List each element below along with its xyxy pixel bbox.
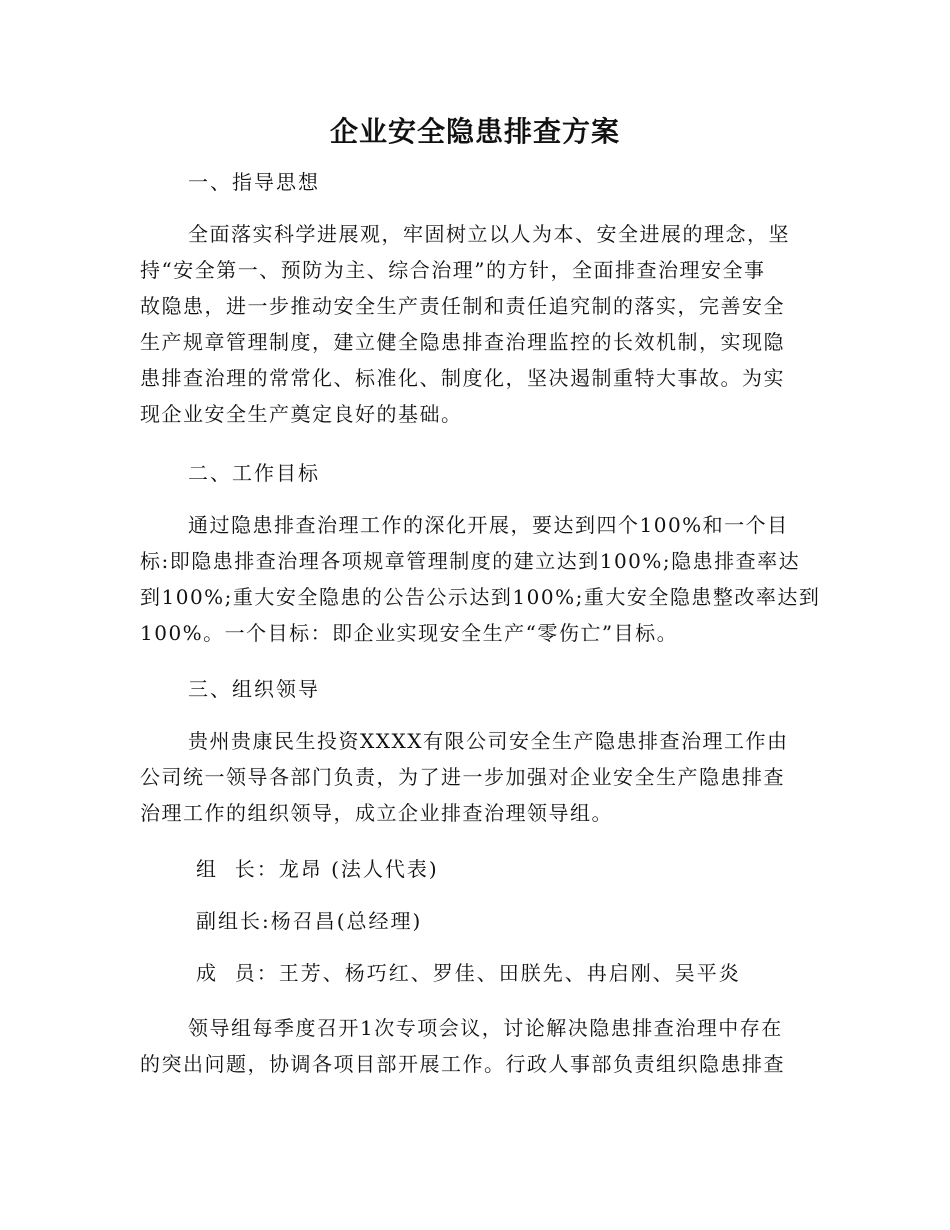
paragraph-line: 公司统一领导各部门负责，为了进一步加强对企业安全生产隐患排查 [140, 765, 785, 789]
paragraph-line: 现企业安全生产奠定良好的基础。 [140, 402, 463, 426]
section-paragraph-work-goals [140, 507, 821, 651]
paragraph-line: 故隐患，进一步推动安全生产责任制和责任追究制的落实，完善安全 [140, 294, 785, 318]
paragraph-line: 领导组每季度召开1次专项会议，讨论解决隐患排查治理中存在 [188, 1016, 783, 1040]
paragraph-line: 持“安全第一、预防为主、综合治理”的方针，全面排查治理安全事 [140, 258, 766, 282]
section-heading-work-goals: 二、工作目标 [188, 461, 320, 485]
section-heading-guiding-ideology: 一、指导思想 [188, 170, 320, 194]
paragraph-line: 患排查治理的常常化、标准化、制度化，坚决遏制重特大事故。为实 [140, 366, 785, 390]
section-paragraph-organization [140, 723, 808, 831]
paragraph-line: 100%。一个目标：即企业实现安全生产“零伤亡”目标。 [140, 621, 679, 645]
paragraph-line: 生产规章管理制度，建立健全隐患排查治理监控的长效机制，实现隐 [140, 330, 785, 354]
paragraph-line: 标:即隐患排查治理各项规章管理制度的建立达到100%;隐患排查率达 [140, 549, 801, 573]
deputy-leader-line: 副组长:杨召昌(总经理) [196, 909, 423, 933]
paragraph-line: 贵州贵康民生投资XXXX有限公司安全生产隐患排查治理工作由 [188, 729, 789, 753]
paragraph-line: 全面落实科学进展观，牢固树立以人为本、安全进展的理念，坚 [188, 222, 790, 246]
paragraph-line: 通过隐患排查治理工作的深化开展，要达到四个100%和一个目 [188, 513, 789, 537]
paragraph-line: 到100%;重大安全隐患的公告公示达到100%;重大安全隐患整改率达到 [140, 585, 821, 609]
closing-paragraph [140, 1010, 808, 1082]
document-title: 企业安全隐患排查方案 [329, 115, 620, 148]
section-paragraph-guiding-ideology [140, 216, 808, 432]
section-heading-organization: 三、组织领导 [188, 677, 320, 701]
leader-line: 组 长：龙昂 (法人代表) [196, 857, 439, 881]
paragraph-line: 的突出问题，协调各项目部开展工作。行政人事部负责组织隐患排查 [140, 1052, 785, 1076]
members-line: 成 员：王芳、杨巧红、罗佳、田朕先、冉启刚、吴平炎 [196, 961, 741, 985]
paragraph-line: 治理工作的组织领导，成立企业排查治理领导组。 [140, 801, 613, 825]
